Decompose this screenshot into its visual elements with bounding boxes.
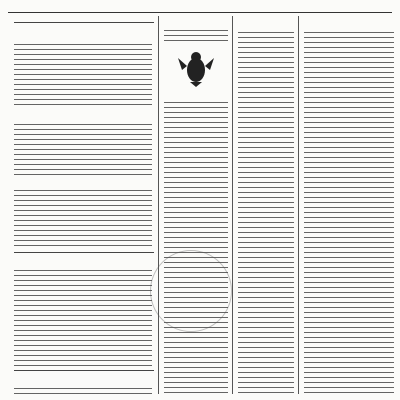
text-block [14,270,152,366]
garuda-emblem-icon [176,48,216,88]
text-block [14,124,152,176]
text-block [164,30,228,44]
column-divider [158,16,159,394]
section-rule [14,370,154,371]
text-block [238,32,294,394]
column-divider [298,16,299,394]
text-block [164,102,228,396]
watermark-seal [150,250,232,332]
text-block [304,32,394,394]
section-rule [14,252,154,253]
text-block [14,388,152,398]
text-block [14,190,152,248]
header-rule [8,12,392,13]
text-block [14,44,152,108]
column-divider [232,16,233,394]
masthead-rule [14,22,154,23]
